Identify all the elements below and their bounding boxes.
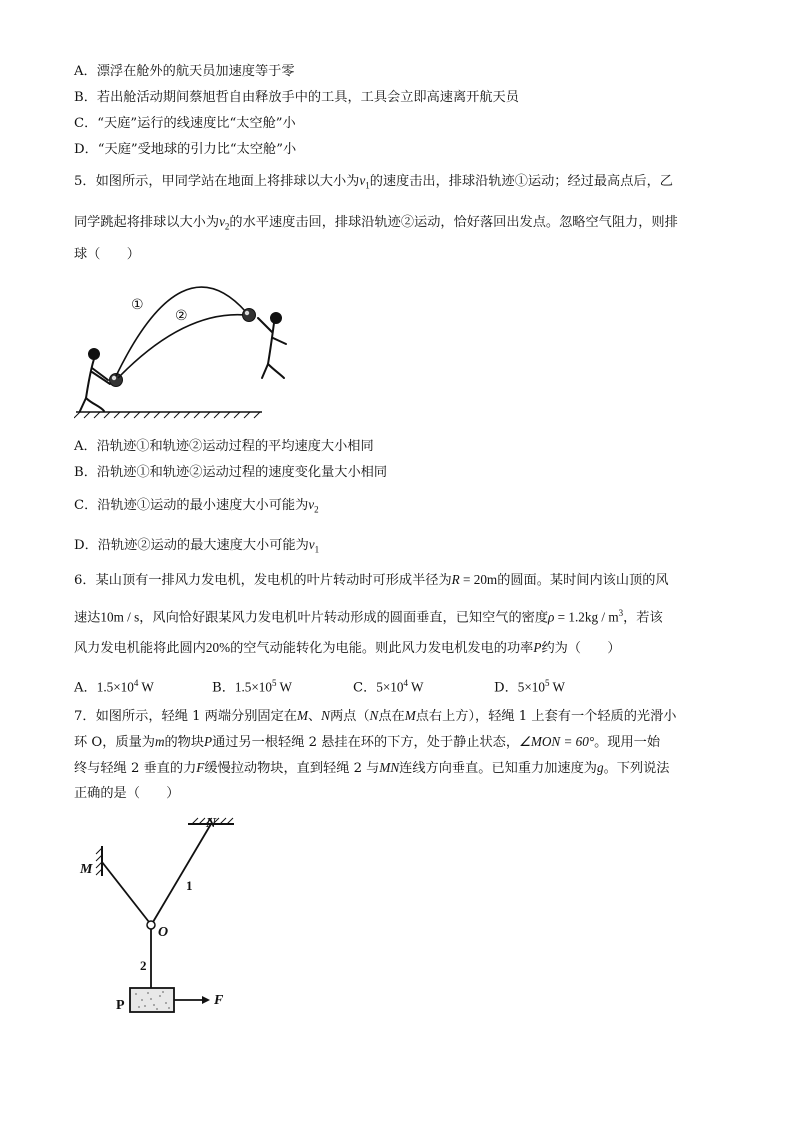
trajectory-2-label: ②: [175, 308, 188, 324]
q6-option-b: B．$1.5\times 10^5$ W: [212, 678, 293, 696]
q4-option-b: B．若出舱活动期间蔡旭哲自由释放手中的工具，工具会立即高速离开航天员: [74, 90, 519, 105]
q7-stem-line2: 环 O，质量为m的物块P通过另一根轻绳 2 悬挂在环的下方，处于静止状态，∠MON = 60°。现用一始: [74, 734, 661, 750]
q6-option-a: A．$1.5\times 10^4$ W: [74, 678, 154, 696]
q7-stem-line4: 正确的是（ ）: [74, 786, 180, 801]
q5-option-a: A．沿轨迹①和轨迹②运动过程的平均速度大小相同: [74, 439, 374, 454]
label-rope-1: 1: [186, 878, 193, 893]
q6-option-c: C．$5\times 10^4$ W: [353, 678, 424, 696]
label-p: P: [116, 998, 125, 1013]
q6-stem-line3: 风力发电机能将此圆内20%的空气动能转化为电能。则此风力发电机发电的功率P约为（ ）: [74, 640, 621, 656]
label-n: N: [206, 816, 217, 831]
q6-stem-line1: 6．某山顶有一排风力发电机，发电机的叶片转动时可形成半径为R = 20m的圆面。某时间内该山顶的风: [74, 572, 669, 588]
q7-stem-line1: 7．如图所示，轻绳 1 两端分别固定在M、N两点（N点在M点右上方），轻绳 1 上套有一个轻质的光滑小: [74, 708, 677, 724]
label-o: O: [158, 925, 169, 940]
q6-option-d: D．$5\times 10^5$ W: [494, 678, 565, 696]
rope-1-right: [153, 824, 211, 922]
trajectory-1-label: ①: [131, 297, 144, 313]
block-p: [130, 988, 174, 1012]
student-a-figure: [80, 349, 110, 411]
ring-o: [147, 921, 155, 929]
q5-stem-line3: 球（ ）: [74, 247, 140, 262]
q5-stem-line2: 同学跳起将排球以大小为$v_2$的水平速度击回，排球沿轨迹②运动，恰好落回出发点。忽略空气阻力，则排: [74, 214, 678, 232]
trajectory-2: [118, 315, 246, 378]
force-f-arrowhead: [202, 996, 210, 1004]
q5-option-d: D．沿轨迹②运动的最大速度大小可能为$v_1$: [74, 537, 320, 555]
q5-stem-line1: 5．如图所示，甲同学站在地面上将排球以大小为$v_1$的速度击出，排球沿轨迹①运动；经过最高点后，乙: [74, 173, 673, 191]
q7-stem-line3: 终与轻绳 2 垂直的力F缓慢拉动物块，直到轻绳 2 与MN连线方向垂直。已知重力加速度为g。下列说法: [74, 760, 670, 776]
label-m: M: [80, 862, 93, 877]
q7-rope-figure: [78, 810, 258, 1020]
q6-stem-line2: 速达10m / s，风向恰好跟某风力发电机叶片转动形成的圆面垂直，已知空气的密度$\rho = 1.2kg / m^3$，若该: [74, 608, 663, 626]
q6-options: [74, 674, 565, 697]
q4-option-c: C．“天庭”运行的线速度比“太空舱”小: [74, 116, 296, 131]
label-rope-2: 2: [140, 958, 147, 973]
volleyball-top: [243, 309, 256, 322]
q4-option-a: A．漂浮在舱外的航天员加速度等于零: [74, 64, 295, 79]
rope-1-left: [102, 862, 149, 922]
q4-option-d: D．“天庭”受地球的引力比“太空舱”小: [74, 142, 297, 157]
q5-option-c: C．沿轨迹①运动的最小速度大小可能为$v_2$: [74, 497, 319, 515]
q5-volleyball-figure: [74, 280, 304, 425]
ground-hatching: [74, 412, 260, 418]
q5-option-b: B．沿轨迹①和轨迹②运动过程的速度变化量大小相同: [74, 465, 388, 480]
student-b-figure: [258, 313, 286, 378]
label-f: F: [214, 993, 224, 1008]
